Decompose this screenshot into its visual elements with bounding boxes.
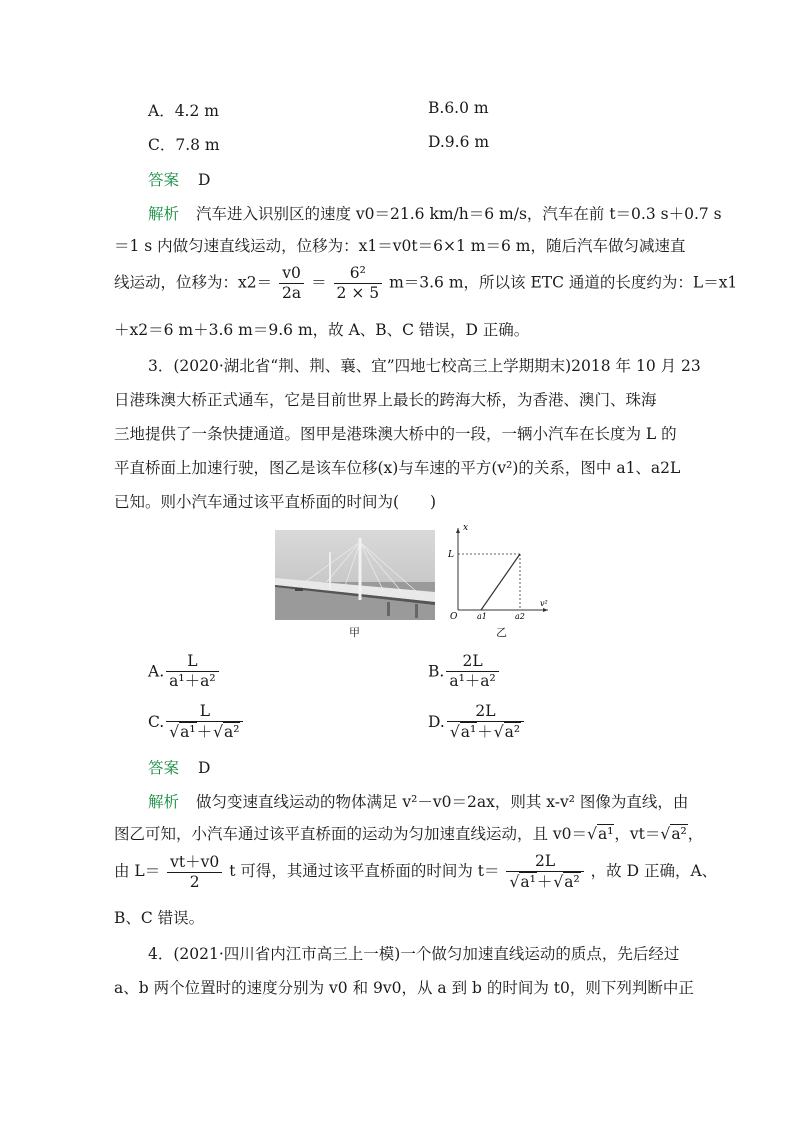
q2-analysis-line-2: ＝1 s 内做匀速直线运动，位移为：x1＝v0t＝6×1 m＝6 m，随后汽车做匀减速直 <box>114 237 686 255</box>
graph-caption: 乙 <box>496 626 507 639</box>
q2-option-c: C．7.8 m <box>148 136 220 154</box>
fraction: $\frac{v0}{2a}$ <box>279 264 304 303</box>
answer-value: D <box>197 759 211 777</box>
photo-caption: 甲 <box>349 626 360 639</box>
x-tick-a1: a1 <box>477 612 487 621</box>
q2-answer <box>148 168 210 190</box>
q3-analysis-line-1: 解析 做匀变速直线运动的物体满足 v²－v0＝2ax，则其 x-v² 图像为直线，由 <box>148 793 689 811</box>
x-v2-graph <box>448 522 558 622</box>
answer-value: D <box>197 171 211 189</box>
q3-analysis-line-2: 图乙可知，小汽车通过该平直桥面的运动为匀加速直线运动，且 v0＝√ a¹，vt＝√ a²， <box>114 822 703 844</box>
q3-option-c: C. L √ a¹＋√ a² <box>148 702 245 742</box>
q2-analysis-line-3: 线运动，位移为：x2＝ $\frac{v0}{2a}$ ＝ $\frac{\text{6²}}{2 \times 5}$ m＝3.6 m，所以该 ETC 通道的长度约为：L＝x1 <box>114 264 738 302</box>
q2-analysis-line-4: ＋x2＝6 m＋3.6 m＝9.6 m，故 A、B、C 错误，D 正确。 <box>114 321 530 339</box>
q2-option-b: B.6.0 m <box>428 99 489 117</box>
fraction: $\frac{\text{6²}}{2 \times 5}$ <box>334 264 383 303</box>
analysis-label: 解析 <box>148 205 180 223</box>
q3-stem-line-1: 3．(2020·湖北省“荆、荆、襄、宜”四地七校高三上学期期末)2018 年 10 月 23 <box>148 357 701 375</box>
fraction: $\frac{2L}{\text{a¹＋a²}}$ <box>446 652 498 691</box>
fraction: $\frac{L}{\text{a¹＋a²}}$ <box>166 652 218 691</box>
q3-answer <box>148 756 210 778</box>
q3-option-a: A. $\frac{L}{\text{a¹＋a²}}$ <box>148 652 221 691</box>
y-axis-label: x <box>463 523 469 533</box>
answer-label: 答案 <box>148 171 180 189</box>
y-tick-L: L <box>448 550 454 560</box>
fraction: 2L √ a¹＋√ a² <box>447 702 524 742</box>
fraction: 2L √ a¹＋√ a² <box>506 852 583 892</box>
q2-option-d: D.9.6 m <box>428 133 490 151</box>
q2-option-a: A．4.2 m <box>148 102 219 120</box>
q3-option-d: D. 2L √ a¹＋√ a² <box>428 702 526 742</box>
fraction: L √ a¹＋√ a² <box>166 702 243 742</box>
q3-analysis-line-3: 由 L＝ $\frac{vt+v0}{2}$ t 可得，其通过该平直桥面的时间为 t＝ 2L √ a¹＋√ a² ，故 D 正确，A、 <box>114 852 717 892</box>
q4-stem-line-1: 4．(2021·四川省内江市高三上一模)一个做匀加速直线运动的质点，先后经过 <box>148 945 680 963</box>
q4-stem-line-2: a、b 两个位置时的速度分别为 v0 和 9v0，从 a 到 b 的时间为 t0，则下列判断中正 <box>114 979 694 997</box>
bridge-photo <box>275 530 435 620</box>
q3-stem-line-5: 已知。则小汽车通过该平直桥面的时间为( ) <box>114 493 437 511</box>
analysis-label: 解析 <box>148 793 180 811</box>
fraction: $\frac{vt+v0}{2}$ <box>167 853 222 892</box>
answer-label: 答案 <box>148 759 180 777</box>
x-tick-a2: a2 <box>515 612 525 621</box>
q3-option-b: B. $\frac{2L}{\text{a¹＋a²}}$ <box>428 652 501 691</box>
x-axis-label: v² <box>540 599 548 608</box>
q3-stem-line-3: 三地提供了一条快捷通道。图甲是港珠澳大桥中的一段，一辆小汽车在长度为 L 的 <box>114 425 677 443</box>
q3-stem-line-2: 日港珠澳大桥正式通车，它是目前世界上最长的跨海大桥，为香港、澳门、珠海 <box>114 391 657 409</box>
q3-stem-line-4: 平直桥面上加速行驶，图乙是该车位移(x)与车速的平方(v²)的关系，图中 a1、a2L <box>114 459 681 477</box>
q3-analysis-line-4: B、C 错误。 <box>114 909 205 927</box>
q2-analysis-line-1: 解析 汽车进入识别区的速度 v0＝21.6 km/h＝6 m/s，汽车在前 t＝0.3 s＋0.7 s <box>148 205 722 223</box>
origin-label: O <box>450 612 458 622</box>
